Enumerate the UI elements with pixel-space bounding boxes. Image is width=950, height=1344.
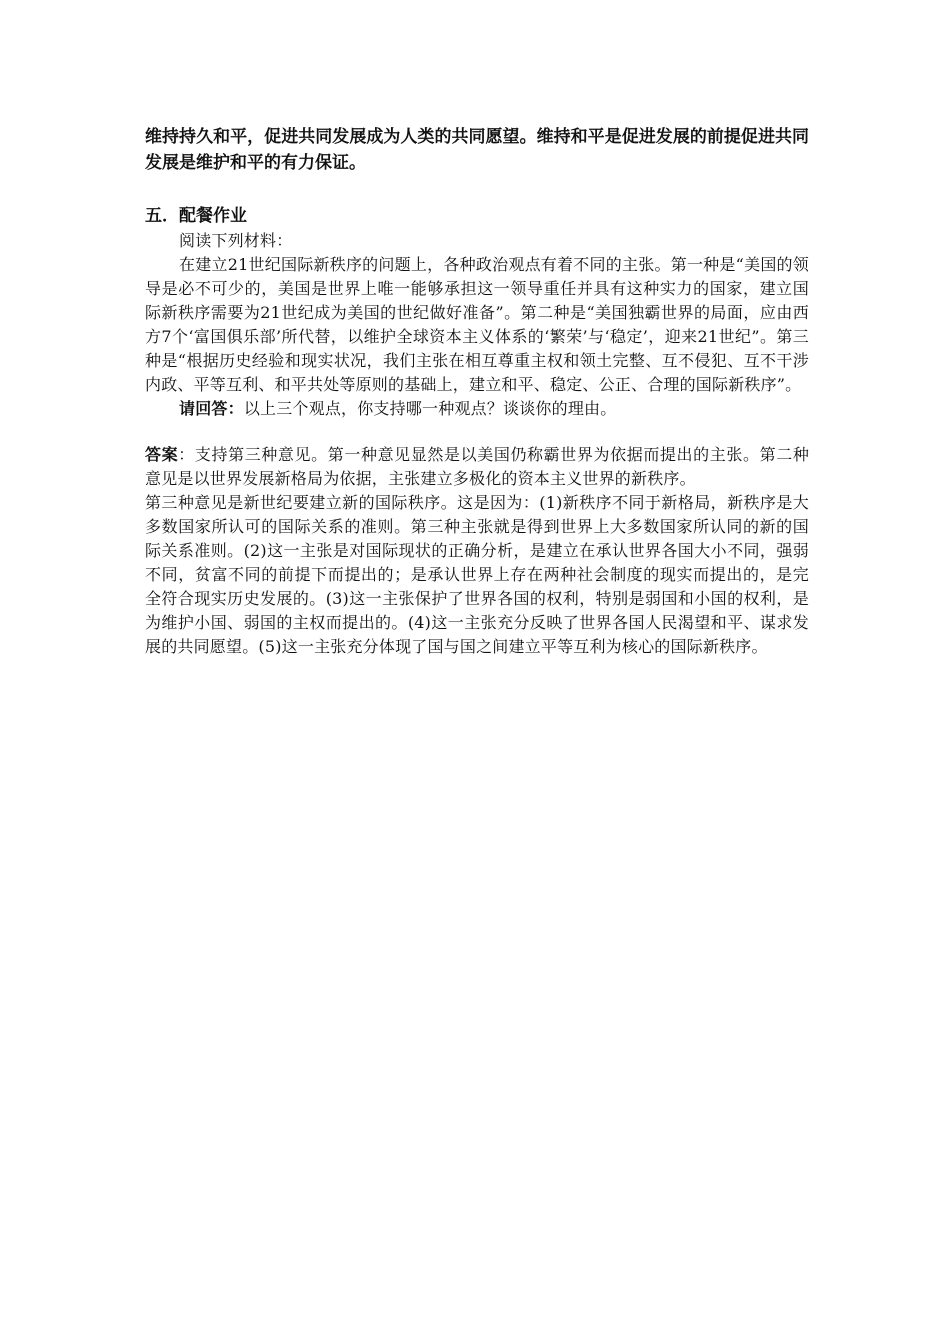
question-text: 以上三个观点，你支持哪一种观点？谈谈你的理由。: [243, 399, 617, 418]
intro-paragraph: 维持持久和平，促进共同发展成为人类的共同愿望。维持和平是促进发展的前提促进共同发展是维护和平的有力保证。: [145, 127, 809, 173]
document-page: [145, 124, 809, 659]
answer-paragraph-1: [145, 443, 809, 491]
instruction-text: 阅读下列材料：: [179, 231, 293, 250]
answer-label: 答案: [145, 445, 179, 464]
question-paragraph: [145, 397, 809, 421]
answer-block: [145, 443, 809, 659]
material-paragraph: 在建立21世纪国际新秩序的问题上，各种政治观点有着不同的主张。第一种是“美国的领导是必不可少的，美国是世界上唯一能够承担这一领导重任并具有这种实力的国家，建立国际新秩序需要为21世纪成为美国的世纪做好准备”。第二种是“美国独霸世界的局面，应由西方7个‘富国俱乐部’所代替，以维护全球资本主义体系的‘繁荣’与‘稳定’，迎来21世纪”。第三种是“根据历史经验和现实状况，我们主张在相互尊重主权和领土完整、互不侵犯、互不干涉内政、平等互利、和平共处等原则的基础上，建立和平、稳定、公正、合理的国际新秩序”。: [145, 255, 809, 394]
question-label: 请回答：: [179, 399, 244, 418]
answer-text-1: 支持第三种意见。第一种意见显然是以美国仍称霸世界为依据而提出的主张。第二种意见是以世界发展新格局为依据，主张建立多极化的资本主义世界的新秩序。: [145, 445, 810, 488]
section-heading: 五．配餐作业: [145, 206, 247, 226]
answer-colon: ：: [178, 445, 195, 464]
answer-paragraph-2: 第三种意见是新世纪要建立新的国际秩序。这是因为：(1)新秩序不同于新格局，新秩序是大多数国家所认可的国际关系的准则。第三种主张就是得到世界上大多数国家所认同的新的国际关系准则。(2)这一主张是对国际现状的正确分析，是建立在承认世界各国大小不同，强弱不同，贫富不同的前提下而提出的；是承认世界上存在两种社会制度的现实而提出的，是完全符合现实历史发展的。(3)这一主张保护了世界各国的权利，特别是弱国和小国的权利，是为维护小国、弱国的主权而提出的。(4)这一主张充分反映了世界各国人民渴望和平、谋求发展的共同愿望。(5)这一主张充分体现了国与国之间建立平等互利为核心的国际新秩序。: [145, 493, 809, 656]
